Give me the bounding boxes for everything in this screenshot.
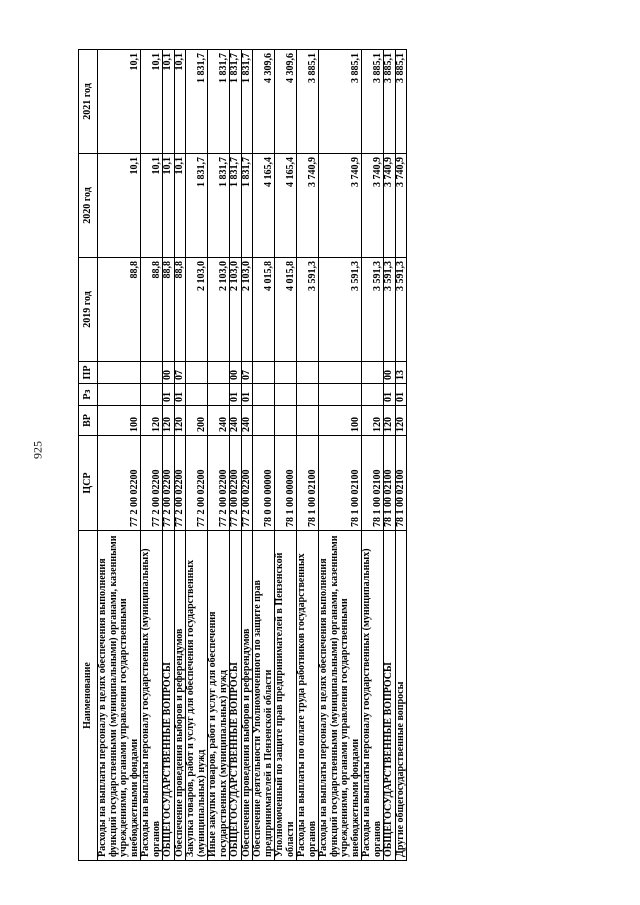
- row-vr-cell: [253, 406, 275, 436]
- row-vr-cell: 200: [186, 406, 208, 436]
- row-vr-cell: 240: [230, 406, 242, 436]
- row-csr-cell: 77 2 00 02200: [230, 436, 242, 531]
- row-2021-cell: 4 309,6: [253, 50, 275, 154]
- column-rz-header: Рз: [79, 384, 98, 406]
- row-2021-cell: 3 885,1: [319, 50, 362, 154]
- row-csr-cell: 77 2 00 02200: [241, 436, 253, 531]
- row-rz-cell: 01: [230, 384, 242, 406]
- row-2019-cell: 88,8: [141, 258, 163, 362]
- row-2019-cell: 3 591,3: [319, 258, 362, 362]
- row-rz-cell: [319, 384, 362, 406]
- row-rz-cell: 01: [174, 384, 186, 406]
- row-2020-cell: 3 740,9: [384, 154, 396, 258]
- row-name-cell: ОБЩЕГОСУДАРСТВЕННЫЕ ВОПРОСЫ: [163, 531, 175, 861]
- row-pr-cell: 07: [174, 362, 186, 384]
- row-pr-cell: [297, 362, 319, 384]
- row-2021-cell: 10,1: [163, 50, 175, 154]
- row-name-cell: Обеспечение деятельности Уполномоченного по защите прав предпринимателей в Пензенской области: [253, 531, 275, 861]
- row-2020-cell: 1 831,7: [186, 154, 208, 258]
- table-row: [297, 50, 319, 861]
- row-rz-cell: [208, 384, 230, 406]
- row-csr-cell: 77 2 00 02200: [174, 436, 186, 531]
- row-pr-cell: [141, 362, 163, 384]
- column-pr-header: ПР: [79, 362, 98, 384]
- row-name-cell: Обеспечение проведения выборов и референдумов: [174, 531, 186, 861]
- row-2020-cell: 4 165,4: [253, 154, 275, 258]
- row-pr-cell: 00: [384, 362, 396, 384]
- row-2021-cell: 1 831,7: [208, 50, 230, 154]
- header-row: [79, 50, 98, 861]
- budget-table: [78, 49, 407, 861]
- row-rz-cell: [253, 384, 275, 406]
- table-row: [230, 50, 242, 861]
- row-pr-cell: [208, 362, 230, 384]
- page-number: 925: [30, 441, 45, 459]
- row-vr-cell: 120: [141, 406, 163, 436]
- row-2019-cell: 2 103,0: [208, 258, 230, 362]
- row-2020-cell: 3 740,9: [395, 154, 407, 258]
- row-2021-cell: 3 885,1: [362, 50, 384, 154]
- row-pr-cell: [319, 362, 362, 384]
- row-2020-cell: 10,1: [98, 154, 141, 258]
- row-pr-cell: 13: [395, 362, 407, 384]
- table-row: [275, 50, 297, 861]
- table-row: [319, 50, 362, 861]
- row-rz-cell: [297, 384, 319, 406]
- row-2019-cell: 3 591,3: [297, 258, 319, 362]
- row-pr-cell: [253, 362, 275, 384]
- row-pr-cell: [98, 362, 141, 384]
- row-vr-cell: 120: [163, 406, 175, 436]
- row-csr-cell: 78 1 00 02100: [384, 436, 396, 531]
- row-2019-cell: 2 103,0: [241, 258, 253, 362]
- row-name-cell: Иные закупки товаров, работ и услуг для обеспечения государственных (муниципальных) нужд: [208, 531, 230, 861]
- row-rz-cell: [186, 384, 208, 406]
- row-2019-cell: 88,8: [174, 258, 186, 362]
- table-row: [253, 50, 275, 861]
- row-name-cell: Закупка товаров, работ и услуг для обеспечения государственных (муниципальных) нужд: [186, 531, 208, 861]
- column-csr-header: ЦСР: [79, 436, 98, 531]
- row-2019-cell: 4 015,8: [253, 258, 275, 362]
- row-rz-cell: [98, 384, 141, 406]
- row-csr-cell: 77 2 00 02200: [141, 436, 163, 531]
- row-name-cell: Расходы на выплаты персоналу государственных (муниципальных) органов: [141, 531, 163, 861]
- row-2020-cell: 10,1: [174, 154, 186, 258]
- row-pr-cell: [275, 362, 297, 384]
- row-csr-cell: 78 0 00 00000: [253, 436, 275, 531]
- row-2020-cell: 1 831,7: [230, 154, 242, 258]
- row-name-cell: Обеспечение проведения выборов и референдумов: [241, 531, 253, 861]
- row-pr-cell: [186, 362, 208, 384]
- row-2019-cell: 88,8: [98, 258, 141, 362]
- row-name-cell: ОБЩЕГОСУДАРСТВЕННЫЕ ВОПРОСЫ: [384, 531, 396, 861]
- column-vr-header: ВР: [79, 406, 98, 436]
- row-2019-cell: 3 591,3: [395, 258, 407, 362]
- row-rz-cell: 01: [241, 384, 253, 406]
- row-vr-cell: 100: [98, 406, 141, 436]
- row-2021-cell: 10,1: [141, 50, 163, 154]
- row-rz-cell: [141, 384, 163, 406]
- row-rz-cell: 01: [163, 384, 175, 406]
- row-csr-cell: 78 1 00 02100: [297, 436, 319, 531]
- column-2019-header: 2019 год: [79, 258, 98, 362]
- row-2019-cell: 3 591,3: [362, 258, 384, 362]
- column-2021-header: 2021 год: [79, 50, 98, 154]
- table-row: [186, 50, 208, 861]
- row-pr-cell: 00: [163, 362, 175, 384]
- row-rz-cell: 01: [384, 384, 396, 406]
- rotated-table-frame: [78, 50, 546, 861]
- row-name-cell: Уполномоченный по защите прав предпринимателей в Пензенской области: [275, 531, 297, 861]
- row-vr-cell: 120: [174, 406, 186, 436]
- row-name-cell: Расходы на выплаты персоналу в целях обеспечения выполнения функций государственными (муниципальными) органами, казенными учреждениями, органами управления государственными внебюджетными фондами: [319, 531, 362, 861]
- row-vr-cell: 100: [319, 406, 362, 436]
- row-name-cell: Расходы на выплаты персоналу государственных (муниципальных) органов: [362, 531, 384, 861]
- column-2020-header: 2020 год: [79, 154, 98, 258]
- table-row: [362, 50, 384, 861]
- row-csr-cell: 78 1 00 00000: [275, 436, 297, 531]
- row-2021-cell: 3 885,1: [297, 50, 319, 154]
- row-2021-cell: 4 309,6: [275, 50, 297, 154]
- row-2020-cell: 3 740,9: [297, 154, 319, 258]
- row-2020-cell: 4 165,4: [275, 154, 297, 258]
- row-2021-cell: 1 831,7: [186, 50, 208, 154]
- row-csr-cell: 78 1 00 02100: [319, 436, 362, 531]
- row-pr-cell: [362, 362, 384, 384]
- row-vr-cell: 240: [208, 406, 230, 436]
- budget-table-container: [78, 50, 546, 861]
- table-row: [241, 50, 253, 861]
- row-2021-cell: 10,1: [174, 50, 186, 154]
- table-row: [163, 50, 175, 861]
- row-vr-cell: [275, 406, 297, 436]
- table-row: [208, 50, 230, 861]
- row-rz-cell: [275, 384, 297, 406]
- row-2021-cell: 3 885,1: [384, 50, 396, 154]
- row-vr-cell: 120: [362, 406, 384, 436]
- table-row: [98, 50, 141, 861]
- row-csr-cell: 77 2 00 02200: [208, 436, 230, 531]
- row-2019-cell: 3 591,3: [384, 258, 396, 362]
- row-2020-cell: 10,1: [141, 154, 163, 258]
- row-2019-cell: 4 015,8: [275, 258, 297, 362]
- row-csr-cell: 77 2 00 02200: [186, 436, 208, 531]
- row-csr-cell: 77 2 00 02200: [163, 436, 175, 531]
- table-row: [174, 50, 186, 861]
- row-2021-cell: 1 831,7: [241, 50, 253, 154]
- column-name-header: Наименование: [79, 531, 98, 861]
- row-2021-cell: 3 885,1: [395, 50, 407, 154]
- row-2021-cell: 10,1: [98, 50, 141, 154]
- table-row: [395, 50, 407, 861]
- table-row: [384, 50, 396, 861]
- row-2019-cell: 88,8: [163, 258, 175, 362]
- row-vr-cell: 240: [241, 406, 253, 436]
- row-2020-cell: 1 831,7: [208, 154, 230, 258]
- row-vr-cell: 120: [395, 406, 407, 436]
- row-2019-cell: 2 103,0: [186, 258, 208, 362]
- row-vr-cell: 120: [384, 406, 396, 436]
- table-body: [98, 50, 407, 861]
- table-header: [79, 50, 98, 861]
- row-csr-cell: 77 2 00 02200: [98, 436, 141, 531]
- row-pr-cell: 07: [241, 362, 253, 384]
- row-2020-cell: 10,1: [163, 154, 175, 258]
- row-2021-cell: 1 831,7: [230, 50, 242, 154]
- row-2020-cell: 3 740,9: [319, 154, 362, 258]
- row-name-cell: ОБЩЕГОСУДАРСТВЕННЫЕ ВОПРОСЫ: [230, 531, 242, 861]
- row-2020-cell: 3 740,9: [362, 154, 384, 258]
- row-name-cell: Расходы на выплаты по оплате труда работников государственных органов: [297, 531, 319, 861]
- row-name-cell: Другие общегосударственные вопросы: [395, 531, 407, 861]
- row-name-cell: Расходы на выплаты персоналу в целях обеспечения выполнения функций государственными (муниципальными) органами, казенными учреждениями, органами управления государственными внебюджетными фондами: [98, 531, 141, 861]
- row-vr-cell: [297, 406, 319, 436]
- row-rz-cell: 01: [395, 384, 407, 406]
- row-2020-cell: 1 831,7: [241, 154, 253, 258]
- row-pr-cell: 00: [230, 362, 242, 384]
- row-2019-cell: 2 103,0: [230, 258, 242, 362]
- row-rz-cell: [362, 384, 384, 406]
- row-csr-cell: 78 1 00 02100: [395, 436, 407, 531]
- table-row: [141, 50, 163, 861]
- row-csr-cell: 78 1 00 02100: [362, 436, 384, 531]
